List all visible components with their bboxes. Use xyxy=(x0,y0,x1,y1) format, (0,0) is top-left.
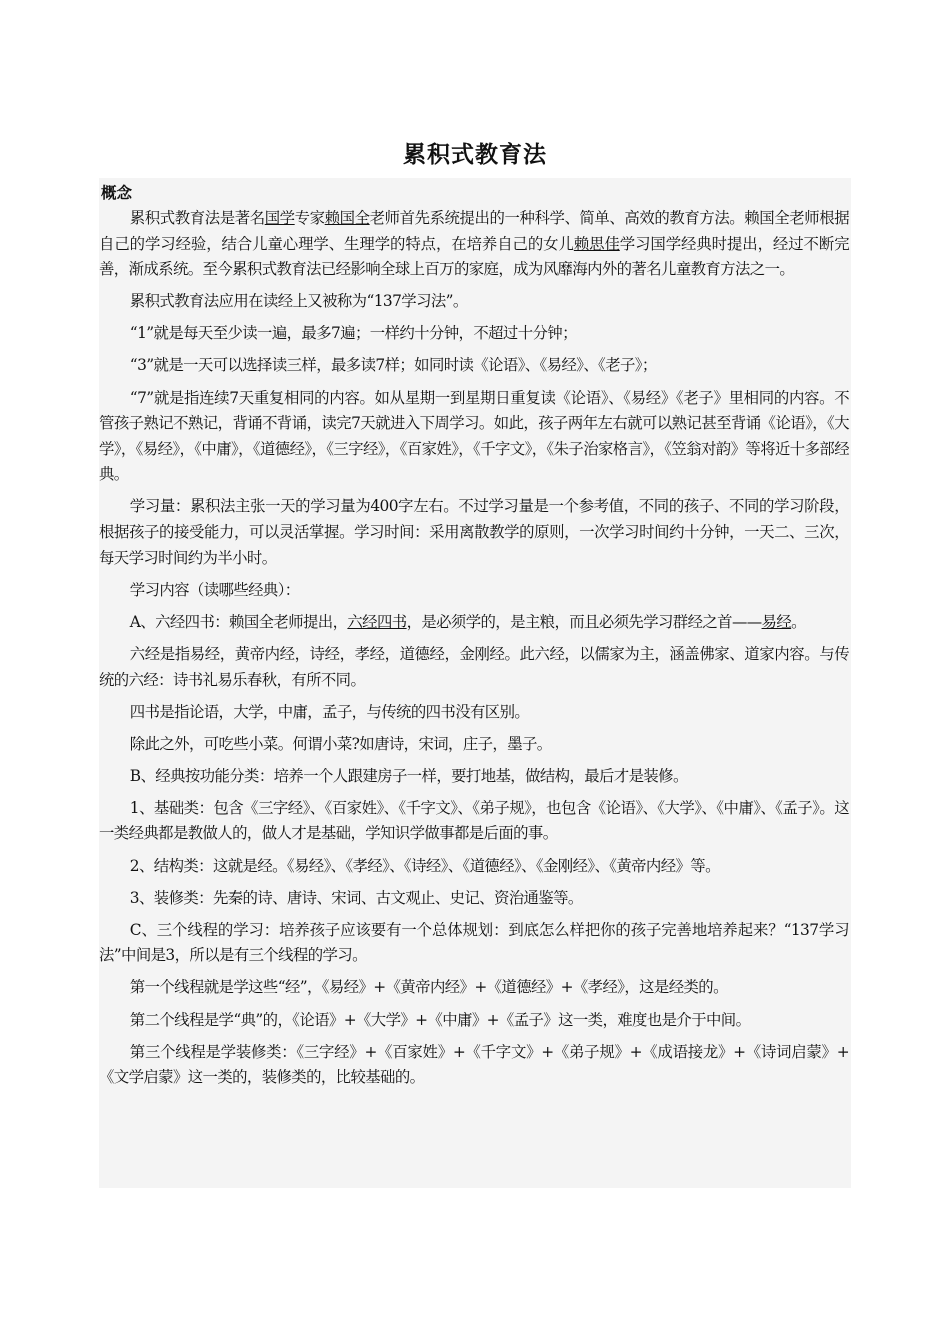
paragraph-text: 3、装修类：先秦的诗、唐诗、宋词、古文观止、史记、资治通鉴等。 xyxy=(129,888,583,907)
paragraph-text: 四书是指论语，大学，中庸，孟子，与传统的四书没有区别。 xyxy=(129,702,530,721)
paragraph xyxy=(99,494,851,571)
paragraph-text: 累积式教育法应用在读经上又被称为“137学习法”。 xyxy=(129,292,468,311)
paragraph xyxy=(99,1040,851,1091)
paragraph-text: 第一个线程就是学这些“经”，《易经》+《黄帝内经》+《道德经》+《孝经》，这是经类的。 xyxy=(129,978,728,997)
paragraph xyxy=(99,886,851,912)
paragraph-text: A、六经四书：赖国全老师提出， xyxy=(129,612,348,631)
paragraph-text: ，是必须学的，是主粮，而且必须先学习群经之首—— xyxy=(406,612,762,631)
paragraph xyxy=(99,353,851,379)
section-heading: 概念 xyxy=(101,184,133,202)
paragraph xyxy=(99,975,851,1001)
paragraph-text: 。 xyxy=(791,612,806,631)
paragraph-text: “1”就是每天至少读一遍，最多7遍；一样约十分钟，不超过十分钟； xyxy=(129,324,577,343)
hyperlink-text[interactable]: 六经四书 xyxy=(347,612,407,631)
hyperlink-text[interactable]: 国学 xyxy=(264,209,295,227)
hyperlink-text[interactable]: 赖思佳 xyxy=(573,234,620,253)
paragraph-text: 2、结构类：这就是经。《易经》、《孝经》、《诗经》、《道德经》、《金刚经》、《黄帝内经》等。 xyxy=(129,856,720,875)
paragraph xyxy=(99,642,851,693)
paragraph xyxy=(99,610,851,636)
document-body xyxy=(99,178,851,1188)
paragraph-text: 老师首先系统提出的一种科学、简单、高效的教育方法。赖国全老师根据自己的学习经验，结合儿童心理学、生理学的特点，在培养自己的女儿 xyxy=(99,209,849,253)
document-title: 累积式教育法 xyxy=(403,142,547,168)
paragraph-text: B、经典按功能分类：培养一个人跟建房子一样，要打地基，做结构，最后才是装修。 xyxy=(129,766,688,785)
paragraph xyxy=(99,918,851,969)
paragraph xyxy=(99,732,851,758)
paragraph-text: 第二个线程是学“典”的，《论语》+《大学》+《中庸》+《孟子》这一类，难度也是介于中间。 xyxy=(129,1010,751,1029)
paragraph xyxy=(99,321,851,347)
paragraph xyxy=(99,289,851,315)
paragraph xyxy=(99,796,851,847)
paragraph-list xyxy=(99,206,851,1091)
paragraph-text: C、三个线程的学习：培养孩子应该要有一个总体规划：到底怎么样把你的孩子完善地培养起来？“137学习法”中间是3，所以是有三个线程的学习。 xyxy=(99,920,849,965)
paragraph xyxy=(99,1008,851,1034)
paragraph xyxy=(99,700,851,726)
hyperlink-text[interactable]: 赖国全 xyxy=(324,209,370,227)
paragraph xyxy=(99,854,851,880)
paragraph xyxy=(99,206,851,283)
paragraph-text: 第三个线程是学装修类：《三字经》+《百家姓》+《千字文》+《弟子规》+《成语接龙》+《诗词启蒙》+《文学启蒙》这一类的，装修类的，比较基础的。 xyxy=(99,1042,849,1087)
paragraph xyxy=(99,578,851,604)
paragraph-text: 学习量：累积法主张一天的学习量为400字左右。不过学习量是一个参考值，不同的孩子、不同的学习阶段，根据孩子的接受能力，可以灵活掌握。学习时间：采用离散教学的原则，一次学习时间约十分钟，一天二、三次，每天学习时间约为半小时。 xyxy=(99,497,849,567)
paragraph-text: 学习国学经典时提出，经过不断完善，渐成系统。至今累积式教育法已经影响全球上百万的家庭，成为风靡海内外的著名儿童教育方法之一。 xyxy=(99,234,849,279)
paragraph-text: 六经是指易经，黄帝内经，诗经，孝经，道德经，金刚经。此六经，以儒家为主，涵盖佛家、道家内容。与传统的六经：诗书礼易乐春秋，有所不同。 xyxy=(99,644,849,689)
paragraph-text: “3”就是一天可以选择读三样，最多读7样；如同时读《论语》、《易经》、《老子》； xyxy=(129,356,657,375)
paragraph-text: 学习内容（读哪些经典）： xyxy=(129,580,300,599)
paragraph-text: 1、基础类：包含《三字经》、《百家姓》、《千字文》、《弟子规》，也包含《论语》、《大学》、《中庸》、《孟子》。这一类经典都是教做人的，做人才是基础，学知识学做事都是后面的事。 xyxy=(99,798,849,843)
paragraph-text: 专家 xyxy=(294,209,325,227)
hyperlink-text[interactable]: 易经 xyxy=(761,612,792,631)
paragraph xyxy=(99,386,851,488)
paragraph-text: 除此之外，可吃些小菜。何谓小菜?如唐诗，宋词，庄子，墨子。 xyxy=(129,734,552,753)
paragraph xyxy=(99,764,851,790)
paragraph-text: 累积式教育法是著名 xyxy=(129,209,265,227)
paragraph-text: “7”就是指连续7天重复相同的内容。如从星期一到星期日重复读《论语》、《易经》《老子》里相同的内容。不管孩子熟记不熟记，背诵不背诵，读完7天就进入下周学习。如此，孩子两年左右就可以熟记甚至背诵《论语》，《大学》，《易经》，《中庸》，《道德经》，《三字经》，《百家姓》，《千字文》，《朱子治家格言》，《笠翁对韵》等将近十多部经典。 xyxy=(99,388,849,484)
